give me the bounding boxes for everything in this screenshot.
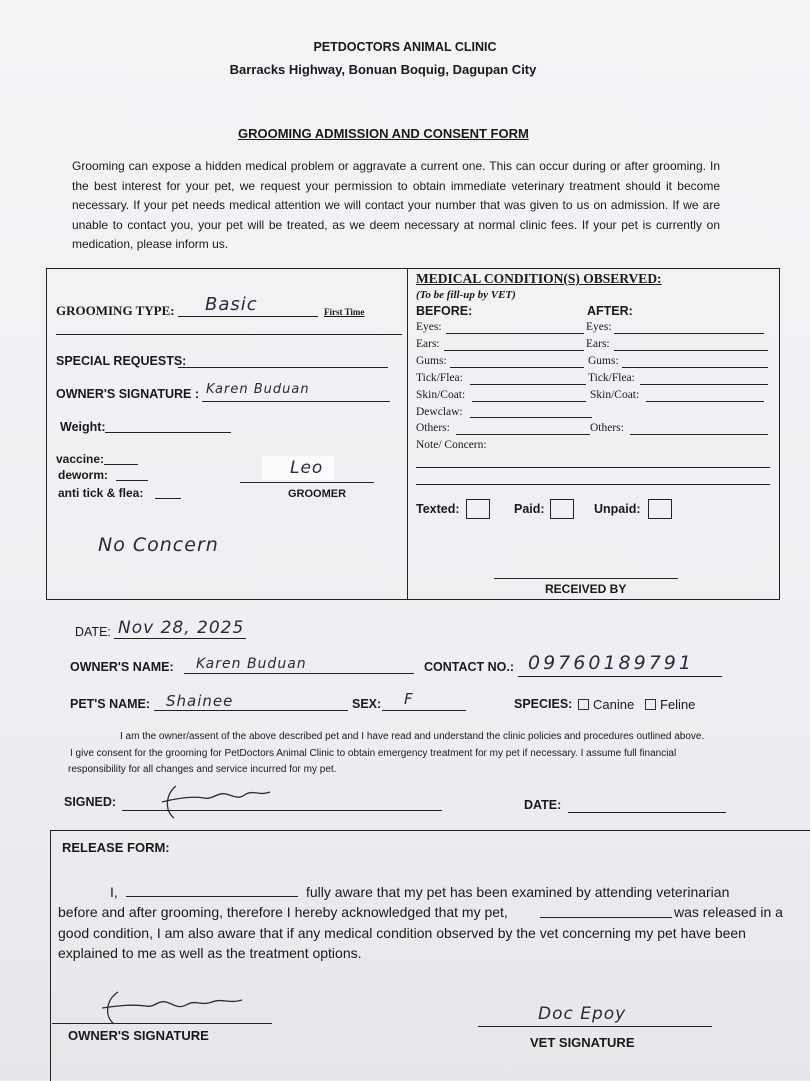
after-eyes-line	[614, 333, 764, 334]
canine-label: Canine	[593, 697, 635, 712]
signed-signature	[148, 780, 288, 824]
canine-checkbox[interactable]	[578, 699, 589, 710]
grooming-type-label: GROOMING TYPE:	[56, 303, 175, 318]
before-ears: Ears:	[416, 338, 440, 350]
before-heading: BEFORE:	[416, 304, 473, 318]
before-gums-line	[450, 367, 584, 368]
after-others: Others:	[590, 422, 624, 434]
clinic-name: PETDOCTORS ANIMAL CLINIC	[313, 40, 497, 54]
release-pet-line	[540, 917, 672, 918]
before-others-line	[456, 434, 590, 435]
release-text-a: fully aware that my pet has been examined by attending veterinarian	[306, 884, 730, 900]
after-skin-coat-line	[646, 401, 764, 402]
grooming-extra-line	[56, 334, 402, 335]
weight-label: Weight:	[60, 420, 106, 434]
box-divider	[407, 268, 408, 600]
release-text-d: good condition, I am also aware that if any medical condition observed by the vet concerning my pet have been	[58, 925, 746, 941]
release-text-c: was released in a	[674, 904, 783, 920]
note-line-1	[416, 467, 770, 468]
texted-checkbox[interactable]	[466, 499, 490, 519]
date-label: DATE:	[75, 625, 111, 639]
consent-date-label: DATE:	[524, 798, 562, 812]
before-dewclaw-line	[470, 417, 592, 418]
release-text-b: before and after grooming, therefore I hereby acknowledged that my pet,	[58, 904, 508, 920]
signed-label: SIGNED:	[64, 795, 117, 809]
owner-name-label: OWNER'S NAME:	[70, 660, 174, 674]
anti-tick-label: anti tick & flea:	[58, 486, 144, 500]
after-skin-coat: Skin/Coat:	[590, 389, 640, 401]
special-requests-line	[178, 367, 388, 368]
before-eyes: Eyes:	[416, 321, 442, 333]
consent-line-3: responsibility for all changes and service incurred for my pet.	[68, 764, 337, 775]
before-tick-flea: Tick/Flea:	[416, 372, 463, 384]
medical-title: MEDICAL CONDITION(S) OBSERVED:	[416, 271, 662, 286]
owner-signature-label: OWNER'S SIGNATURE :	[56, 387, 200, 401]
intro-paragraph: Grooming can expose a hidden medical problem or aggravate a current one. This can occur during or after grooming. In the best interest for your pet, we request your permission to obtain immediate veterinary treatment should it become necessary. If your pet needs medical attention we will contact your number that was given to us on admission. If we are unable to contact you, your pet will be treated, as we deem necessary at normal clinic fees. If your pet is currently on medication, please inform us.	[72, 159, 720, 251]
groomer-label: GROOMER	[288, 488, 347, 500]
form-title: GROOMING ADMISSION AND CONSENT FORM	[238, 126, 529, 141]
deworm-line	[116, 480, 148, 481]
medical-subtitle: (To be fill-up by VET)	[416, 289, 516, 301]
owner-sig-signature	[92, 988, 262, 1028]
consent-date-line	[568, 812, 726, 813]
contact-value: 09760189791	[528, 652, 694, 674]
after-heading: AFTER:	[587, 304, 633, 318]
note-value: No Concern	[98, 534, 219, 556]
clinic-address: Barracks Highway, Bonuan Boquig, Dagupan City	[229, 62, 537, 77]
before-dewclaw: Dewclaw:	[416, 406, 463, 418]
before-tick-flea-line	[470, 384, 586, 385]
release-title: RELEASE FORM:	[62, 840, 170, 855]
vaccine-line	[104, 464, 138, 465]
unpaid-checkbox[interactable]	[648, 499, 672, 519]
species-label: SPECIES:	[514, 697, 573, 711]
received-by-label: RECEIVED BY	[545, 582, 627, 596]
sex-line	[382, 710, 466, 711]
vet-sig-value: Doc Epoy	[538, 1004, 627, 1024]
pet-name-line	[154, 710, 348, 711]
note-line-2	[416, 484, 770, 485]
received-by-line	[494, 578, 678, 579]
vet-sig-line	[478, 1026, 712, 1027]
before-skin-coat-line	[472, 401, 586, 402]
consent-line-1: I am the owner/assent of the above described pet and I have read and understand the clinic policies and procedures outlined above.	[120, 731, 705, 742]
grooming-type-line	[178, 316, 318, 317]
contact-line	[518, 676, 722, 677]
owner-signature-line	[202, 401, 390, 402]
after-tick-flea: Tick/Flea:	[588, 372, 635, 384]
vaccine-label: vaccine:	[56, 452, 105, 466]
before-gums: Gums:	[416, 355, 447, 367]
after-ears: Ears:	[586, 338, 610, 350]
after-gums-line	[622, 367, 768, 368]
after-eyes: Eyes:	[586, 321, 612, 333]
after-tick-flea-line	[640, 384, 768, 385]
deworm-label: deworm:	[58, 468, 109, 482]
groomer-value: Leo	[290, 458, 324, 478]
groomer-line	[240, 482, 374, 483]
sex-label: SEX:	[352, 697, 382, 711]
unpaid-label: Unpaid:	[594, 502, 641, 516]
weight-line	[105, 432, 231, 433]
after-ears-line	[614, 350, 768, 351]
paid-label: Paid:	[514, 502, 545, 516]
owner-name-line	[184, 673, 414, 674]
owner-name-value: Karen Buduan	[196, 656, 307, 672]
before-others: Others:	[416, 422, 450, 434]
sex-value: F	[404, 690, 414, 708]
date-value: Nov 28, 2025	[118, 618, 245, 638]
date-line	[114, 638, 246, 639]
release-i: I,	[110, 884, 118, 900]
anti-tick-line	[155, 498, 181, 499]
release-name-line	[126, 896, 298, 897]
vet-sig-label: VET SIGNATURE	[530, 1035, 635, 1050]
pet-name-label: PET'S NAME:	[70, 697, 151, 711]
species-canine-option[interactable]	[578, 697, 634, 712]
pet-name-value: Shainee	[166, 692, 234, 710]
grooming-type-value: Basic	[205, 294, 258, 315]
before-skin-coat: Skin/Coat:	[416, 389, 466, 401]
feline-label: Feline	[660, 697, 696, 712]
consent-line-2: I give consent for the grooming for PetDoctors Animal Clinic to obtain emergency treatment for my pet if necessary. I assume full financial	[70, 748, 677, 759]
species-feline-option[interactable]	[645, 697, 695, 712]
release-text-e: explained to me as well as the treatment options.	[58, 945, 362, 961]
first-time-label: First Time	[324, 307, 365, 317]
before-ears-line	[444, 350, 584, 351]
note-concern-label: Note/ Concern:	[416, 439, 487, 451]
texted-label: Texted:	[416, 502, 460, 516]
feline-checkbox[interactable]	[645, 699, 656, 710]
after-gums: Gums:	[588, 355, 619, 367]
before-eyes-line	[446, 333, 584, 334]
contact-label: CONTACT NO.:	[424, 660, 515, 674]
special-requests-label: SPECIAL REQUESTS:	[56, 354, 187, 368]
paid-checkbox[interactable]	[550, 499, 574, 519]
after-others-line	[630, 434, 768, 435]
owner-sig-label: OWNER'S SIGNATURE	[68, 1028, 209, 1043]
owner-signature-value: Karen Buduan	[206, 382, 310, 397]
